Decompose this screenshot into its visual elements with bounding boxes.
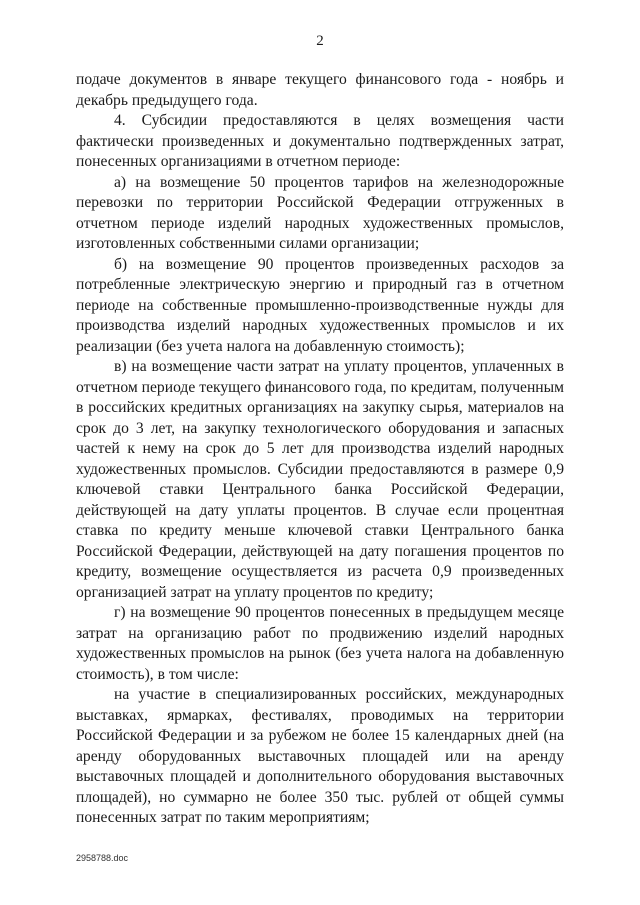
paragraph: подаче документов в январе текущего финансового года - ноябрь и декабрь предыдущего года. (76, 71, 564, 109)
document-body (76, 70, 564, 829)
document-file-code: 2958788.doc (76, 853, 129, 863)
paragraph: а) на возмещение 50 процентов тарифов на железнодорожные перевозки по территории Российской Федерации отгруженных в отчетном периоде изделий народных художественных промыслов, изготовленных собственными силами организации; (76, 173, 564, 252)
paragraph: б) на возмещение 90 процентов произведенных расходов за потребленные электрическую энергию и природный газ в отчетном периоде на собственные промышленно-производственные нужды для производства изделий народных художественных промыслов и их реализации (без учета налога на добавленную стоимость); (76, 255, 564, 355)
paragraph: на участие в специализированных российских, международных выставках, ярмарках, фестивалях, проводимых на территории Российской Федерации и за рубежом не более 15 календарных дней (на аренду оборудованных выставочных площадей или на аренду выставочных площадей и дополнительного оборудования выставочных площадей), но суммарно не более 350 тыс. рублей от общей суммы понесенных затрат по таким мероприятиям; (76, 686, 564, 826)
page-number: 2 (316, 33, 324, 49)
paragraph: 4. Субсидии предоставляются в целях возмещения части фактически произведенных и документально подтвержденных затрат, понесенных организациями в отчетном периоде: (76, 112, 564, 170)
paragraph: в) на возмещение части затрат на уплату процентов, уплаченных в отчетном периоде текущего финансового года, по кредитам, полученным в российских кредитных организациях на закупку сырья, материалов на срок до 3 лет, на закупку технологического оборудования и запасных частей к нему на срок до 5 лет для производства изделий народных художественных промыслов. Субсидии предоставляются в размере 0,9 ключевой ставки Центрального банка Российской Федерации, действующей на дату уплаты процентов. В случае если процентная ставка по кредиту меньше ключевой ставки Центрального банка Российской Федерации, действующей на дату погашения процентов по кредиту, возмещение осуществляется из расчета 0,9 произведенных организацией затрат на уплату процентов по кредиту; (76, 358, 564, 601)
paragraph: г) на возмещение 90 процентов понесенных в предыдущем месяце затрат на организацию работ по продвижению изделий народных художественных промыслов на рынок (без учета налога на добавленную стоимость), в том числе: (76, 604, 564, 683)
